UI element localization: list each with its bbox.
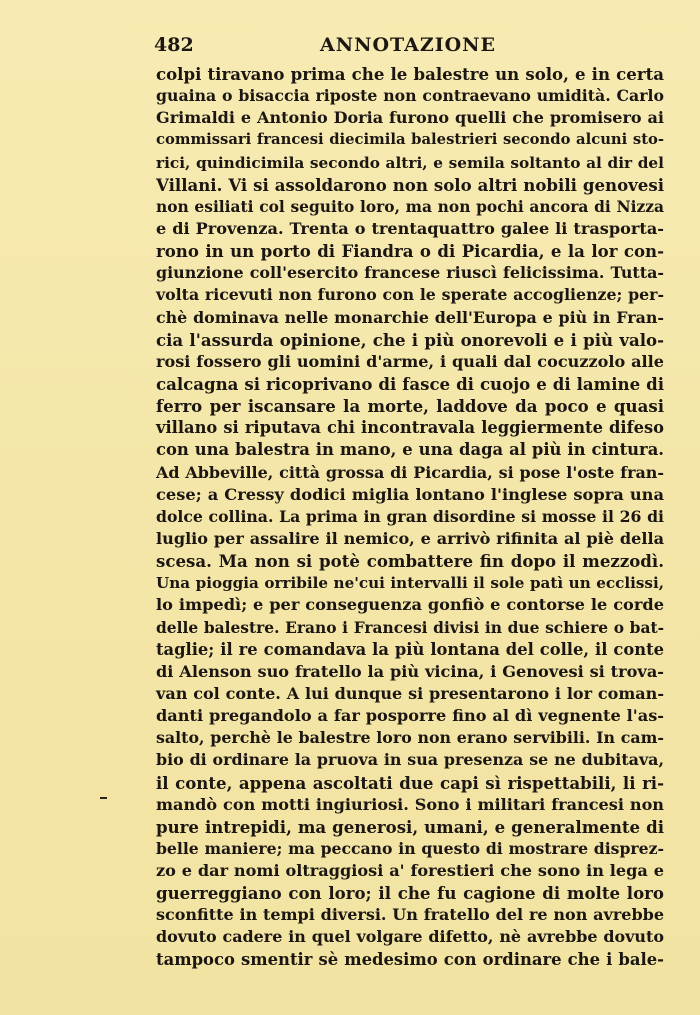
text-line: guaina o bisaccia riposte non contraevano umidità. Carlo bbox=[156, 86, 664, 106]
margin-mark bbox=[100, 797, 107, 799]
text-line: giunzione coll'esercito francese riuscì felicissima. Tutta- bbox=[156, 263, 664, 283]
text-line: tampoco smentir sè medesimo con ordinare che i bale- bbox=[156, 949, 664, 969]
text-line: mandò con motti ingiuriosi. Sono i militari francesi non bbox=[156, 794, 664, 814]
text-line: zo e dar nomi oltraggiosi a' forestieri che sono in lega e bbox=[156, 861, 664, 881]
text-line: colpi tiravano prima che le balestre un solo, e in certa bbox=[156, 64, 664, 84]
text-line: sconfitte in tempi diversi. Un fratello del re non avrebbe bbox=[156, 905, 664, 925]
text-line: Grimaldi e Antonio Doria furono quelli che promisero ai bbox=[156, 108, 664, 128]
text-line: dolce collina. La prima in gran disordine si mosse il 26 di bbox=[156, 506, 664, 526]
page-number: 482 bbox=[154, 34, 194, 56]
text-line: cia l'assurda opinione, che i più onorevoli e i più valo- bbox=[156, 329, 664, 350]
text-line: belle maniere; ma peccano in questo di mostrare disprez- bbox=[156, 838, 664, 858]
text-line: danti pregandolo a far posporre fino al dì vegnente l'as- bbox=[156, 706, 664, 726]
text-line: non esiliati col seguito loro, ma non pochi ancora di Nizza bbox=[156, 196, 664, 216]
text-line: guerreggiano con loro; il che fu cagione di molte loro bbox=[156, 883, 664, 904]
text-line: scesa. Ma non si potè combattere fin dopo il mezzodì. bbox=[156, 551, 664, 572]
text-line: ferro per iscansare la morte, laddove da poco e quasi bbox=[156, 396, 664, 417]
text-line: Villani. Vi si assoldarono non solo altri nobili genovesi bbox=[156, 174, 664, 195]
text-line: commissari francesi diecimila balestrieri secondo alcuni sto- bbox=[156, 131, 664, 149]
text-line: cese; a Cressy dodici miglia lontano l'inglese sopra una bbox=[156, 484, 664, 504]
text-line: bio di ordinare la pruova in sua presenza se ne dubitava, bbox=[156, 750, 664, 770]
text-line: delle balestre. Erano i Francesi divisi in due schiere o bat- bbox=[156, 617, 664, 637]
running-head bbox=[154, 34, 662, 64]
text-line: con una balestra in mano, e una daga al più in cintura. bbox=[156, 440, 664, 460]
text-line: chè dominava nelle monarchie dell'Europa e più in Fran- bbox=[156, 307, 664, 327]
text-line: salto, perchè le balestre loro non erano servibili. In cam- bbox=[156, 728, 664, 748]
text-line: villano si riputava chi incontravala leggiermente difeso bbox=[156, 418, 664, 438]
text-line: volta ricevuti non furono con le sperate accoglienze; per- bbox=[156, 285, 664, 305]
text-line: pure intrepidi, ma generosi, umani, e generalmente di bbox=[156, 816, 664, 837]
body-text bbox=[156, 63, 664, 971]
text-line: dovuto cadere in quel volgare difetto, nè avrebbe dovuto bbox=[156, 927, 664, 947]
text-line: Una pioggia orribile ne'cui intervalli il sole patì un ecclissi, bbox=[156, 574, 664, 593]
text-line: rono in un porto di Fiandra o di Picardia, e la lor con- bbox=[156, 241, 664, 262]
text-line: luglio per assalire il nemico, e arrivò rifinita al piè della bbox=[156, 528, 664, 548]
running-title: ANNOTAZIONE bbox=[319, 34, 497, 56]
text-line: van col conte. A lui dunque si presentarono i lor coman- bbox=[156, 683, 664, 703]
text-line: calcagna si ricoprivano di fasce di cuojo e di lamine di bbox=[156, 373, 664, 394]
text-line: e di Provenza. Trenta o trentaquattro galee li trasporta- bbox=[156, 218, 664, 238]
text-line: rici, quindicimila secondo altri, e semila soltanto al dir del bbox=[156, 153, 664, 172]
text-line: lo impedì; e per conseguenza gonfiò e contorse le corde bbox=[156, 595, 664, 615]
text-line: il conte, appena ascoltati due capi sì rispettabili, li ri- bbox=[156, 772, 664, 793]
text-line: di Alenson suo fratello la più vicina, i Genovesi si trova- bbox=[156, 661, 664, 681]
text-line: rosi fossero gli uomini d'arme, i quali dal cocuzzolo alle bbox=[156, 351, 664, 371]
text-line: Ad Abbeville, città grossa di Picardia, si pose l'oste fran- bbox=[156, 462, 664, 482]
text-line: taglie; il re comandava la più lontana del colle, il conte bbox=[156, 639, 664, 659]
